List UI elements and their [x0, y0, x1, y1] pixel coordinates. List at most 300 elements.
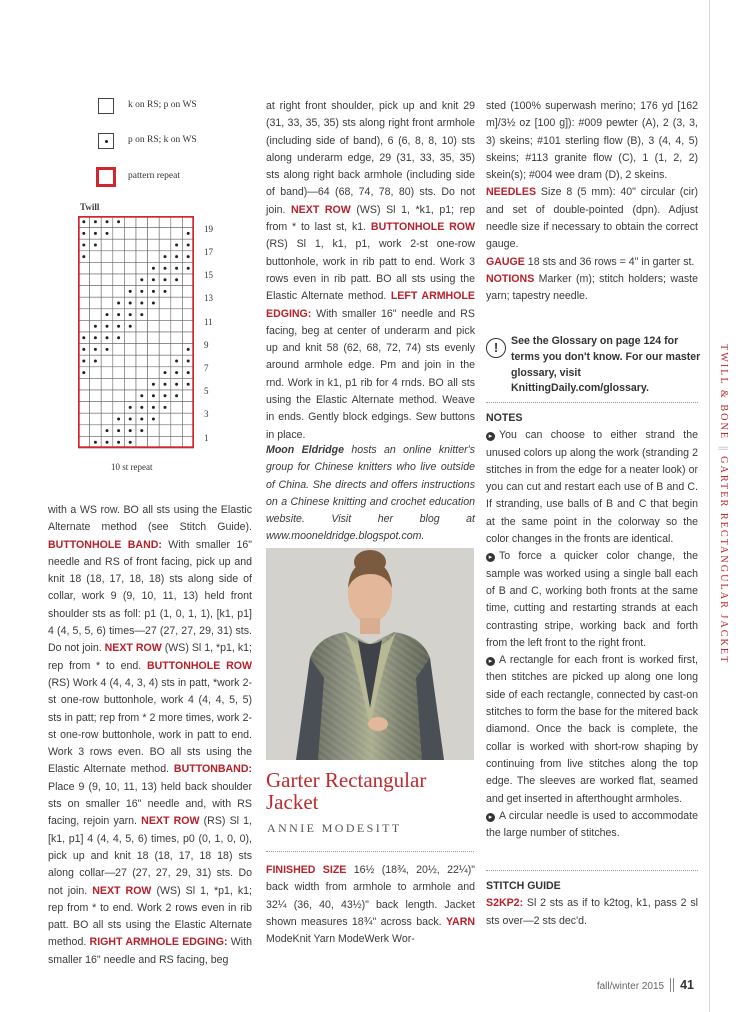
chart-cell	[136, 436, 148, 448]
row-number: 11	[204, 316, 213, 327]
chart-cell	[159, 297, 171, 309]
chart-cell	[182, 390, 194, 402]
purl-dot	[94, 360, 97, 363]
bullet-icon: ▸	[486, 553, 495, 562]
purl-dot	[175, 255, 178, 258]
twill-chart	[78, 216, 194, 456]
pattern-specs	[266, 862, 475, 948]
run-heading: RIGHT ARMHOLE EDGING:	[89, 936, 228, 949]
legend-label: k on RS; p on WS	[128, 100, 197, 110]
purl-dot	[140, 406, 143, 409]
chart-cell	[113, 367, 125, 379]
row-number: 1	[204, 432, 209, 443]
run-heading: NEEDLES	[486, 186, 537, 199]
run-heading: BUTTONHOLE ROW	[146, 659, 253, 672]
chart-cell	[101, 390, 113, 402]
chart-cell	[101, 355, 113, 367]
chart-cell	[171, 332, 183, 344]
chart-title: Twill	[80, 202, 100, 212]
chart-cell	[159, 228, 171, 240]
note-item	[486, 652, 698, 808]
purl-dot	[187, 244, 190, 247]
purl-dot	[106, 325, 109, 328]
chart-cell	[171, 286, 183, 298]
model-illustration	[266, 548, 474, 760]
chart-cell	[159, 320, 171, 332]
purl-dot	[152, 394, 155, 397]
run-text: (RS) Sl 1, k1, p1, work 2-st one-row buttonhole, work in rib patt to end. Work 3 rows even in rib patt. BO all sts using the Elastic Alternate method.	[266, 238, 475, 303]
run-text: (RS) Sl 1, [k1, p1] 4 (4, 4, 5, 6) times, p0 (0, 1, 0, 0), pick up and knit 18 (18, 17, 18 18) sts along collar—27 (27, 27, 29, 31) sts. Do not join.	[48, 815, 252, 897]
purl-dot	[129, 441, 132, 444]
chart-cell	[182, 320, 194, 332]
bio-paragraph	[266, 442, 475, 546]
purl-dot	[140, 290, 143, 293]
chart-cell	[182, 274, 194, 286]
purl-dot	[94, 441, 97, 444]
chart-cell	[124, 216, 136, 228]
run-text: sted (100% superwash merino; 176 yd [162 m]/3½ oz [100 g]): #009 pewter (A), 2 (3, 3, 3) skeins; #101 sterling flow (B), 3 (4, 4, 5) skeins; #113 granite flow (C), 1 (1, 2, 2) skein(s); #004 wee dram (D), 2 skeins.	[486, 100, 698, 182]
notes-list	[486, 427, 698, 842]
materials-column	[486, 98, 698, 306]
purl-dot	[82, 371, 85, 374]
chart-cell	[171, 320, 183, 332]
bio-name: Moon Eldridge	[266, 444, 344, 456]
chart-cell	[159, 425, 171, 437]
purl-dot	[94, 232, 97, 235]
purl-dot	[106, 313, 109, 316]
bullet-icon: ▸	[486, 432, 495, 441]
run-text: 16½ (18¾, 20½, 22¼)" back width from armhole to armhole and 32¼ (36, 40, 43½)" back length. Jacket shown measures 18¾" across back.	[266, 864, 475, 928]
purl-dot	[164, 267, 167, 270]
chart-cell	[182, 332, 194, 344]
purl-dot	[94, 220, 97, 223]
purl-dot	[106, 336, 109, 339]
purl-dot	[106, 220, 109, 223]
purl-dot	[129, 290, 132, 293]
chart-cell	[182, 413, 194, 425]
chart-cell	[136, 355, 148, 367]
chart-cell	[171, 402, 183, 414]
chart-cell	[90, 251, 102, 263]
chart-cell	[148, 344, 160, 356]
chart-cell	[159, 239, 171, 251]
stitch-term: S2KP2:	[486, 897, 524, 910]
chart-cell	[124, 390, 136, 402]
chart-cell	[136, 251, 148, 263]
purl-dot	[140, 313, 143, 316]
paragraphs	[266, 862, 475, 948]
legend-label: p on RS; k on WS	[128, 135, 197, 145]
row-number: 15	[204, 270, 213, 281]
purl-dot	[82, 232, 85, 235]
chart-cell	[90, 390, 102, 402]
run-text: With smaller 16" needle and RS facing, beg	[48, 936, 252, 966]
run-text: (RS) Work 4 (4, 4, 3, 4) sts in patt, *work 2-st one-row buttonhole, work 4 (4, 4, 5, 5) sts in patt; rep from * 2 more times, work 2-st one-row buttonhole, work in patt to end. Work 3 rows even. BO all sts using the Elastic Alternate method.	[48, 676, 252, 776]
row-number: 3	[204, 409, 209, 420]
run-text: ModeKnit Yarn ModeWerk Wor-	[266, 933, 415, 946]
purl-dot	[82, 244, 85, 247]
stitch-guide-item	[486, 895, 698, 930]
chart-cell	[136, 239, 148, 251]
paragraph	[266, 98, 475, 444]
chart-cell	[78, 378, 90, 390]
chart-cell	[171, 344, 183, 356]
stitch-definition: Sl 2 sts as if to k2tog, k1, pass 2 sl sts over—2 sts dec'd.	[486, 897, 698, 927]
notes-section	[486, 410, 698, 842]
chart-cell	[113, 286, 125, 298]
chart-cell	[182, 309, 194, 321]
purl-dot	[94, 244, 97, 247]
row-number: 13	[204, 293, 213, 304]
purl-dot	[82, 348, 85, 351]
run-heading: NEXT ROW	[141, 815, 200, 828]
purl-dot	[164, 371, 167, 374]
note-item	[486, 427, 698, 548]
chart-cell	[182, 297, 194, 309]
legend-item	[98, 133, 258, 151]
note-text: A rectangle for each front is worked first, then stitches are picked up along one long side of each rectangle, connected by cast-on stitches to form the base for the mitered back diamond. Once the back is complete, the collar is worked with short-row shaping by continuing from live stitches along the top edge. The sleeves are worked flat, seamed and get inserted in afterthought armholes.	[486, 654, 698, 805]
sidebar-label	[718, 344, 729, 664]
chart-cell	[171, 297, 183, 309]
chart-cell	[78, 390, 90, 402]
chart-cell	[182, 286, 194, 298]
designer-bio	[266, 442, 475, 546]
chart-cell	[171, 228, 183, 240]
purl-dot	[129, 302, 132, 305]
chart-cell	[101, 239, 113, 251]
chart-cell	[148, 332, 160, 344]
purl-dot	[164, 383, 167, 386]
callout-text: See the Glossary on page 124 for terms you don't know. For our master glossary, visit KnittingDaily.com/glossary.	[511, 335, 701, 395]
chart-cell	[101, 367, 113, 379]
run-text: Size 8 (5 mm): 40" circular (cir) and set of double-pointed (dpn). Adjust needle size if necessary to obtain the correct gauge.	[486, 186, 698, 251]
chart-cell	[159, 216, 171, 228]
paragraphs	[266, 98, 475, 444]
chart-cell	[78, 274, 90, 286]
chart-cell	[113, 355, 125, 367]
run-text: Place 9 (9, 10, 11, 13) held back shoulder sts on smaller 16" needle and, with RS facing, rejoin yarn.	[48, 780, 252, 828]
page-footer	[597, 978, 694, 992]
chart-cell	[101, 402, 113, 414]
section-sidebar	[707, 344, 731, 694]
chart-cell	[90, 262, 102, 274]
row-number: 19	[204, 223, 213, 234]
purl-dot	[164, 394, 167, 397]
chart-cell	[136, 367, 148, 379]
paragraph	[266, 862, 475, 948]
chart-cell	[124, 344, 136, 356]
purl-dot	[140, 278, 143, 281]
purl-dot	[187, 255, 190, 258]
run-heading: NEXT ROW	[291, 203, 351, 216]
chart-cell	[90, 413, 102, 425]
chart-cell	[101, 413, 113, 425]
purl-dot	[129, 418, 132, 421]
purl-dot	[117, 418, 120, 421]
note-text: You can choose to either strand the unused colors up along the work (stranding 2 stitches in from the edge for a neater look) or you can cut and restart each use of B and C. If stranding, use balls of B and C that begin at the same point in the colorway so the color changes in the fronts are identical.	[486, 429, 698, 546]
chart-cell	[90, 367, 102, 379]
chart-cell	[90, 297, 102, 309]
notes-heading: NOTES	[486, 412, 523, 424]
run-heading: BUTTONBAND:	[173, 763, 252, 776]
chart-cell	[171, 216, 183, 228]
purl-dot	[106, 429, 109, 432]
issue-label: fall/winter 2015	[596, 981, 665, 992]
purl-dot	[152, 383, 155, 386]
chart-cell	[124, 262, 136, 274]
chart-cell	[148, 367, 160, 379]
paragraphs	[486, 98, 698, 306]
chart-cell	[159, 332, 171, 344]
purl-dot	[152, 267, 155, 270]
purl-dot	[117, 441, 120, 444]
run-heading: NEXT ROW	[104, 642, 162, 655]
chart-cell	[90, 274, 102, 286]
title-line-1: Garter Rectangular	[266, 768, 427, 792]
chart-cell	[101, 286, 113, 298]
chart-cell	[136, 344, 148, 356]
chart-cell	[148, 355, 160, 367]
chart-cell	[113, 251, 125, 263]
chart-cell	[113, 274, 125, 286]
purl-dot	[187, 371, 190, 374]
purl-dot	[152, 278, 155, 281]
purl-dot	[117, 220, 120, 223]
purl-dot	[117, 429, 120, 432]
purl-dot	[152, 290, 155, 293]
note-text: To force a quicker color change, the sample was worked using a single ball each of B and C, working both fronts at the same time, cutting and restarting strands at each contrasting stripe, working back and forth from the left front to the right front.	[486, 550, 698, 649]
purl-dot	[129, 325, 132, 328]
run-heading: NOTIONS	[486, 272, 535, 285]
instructions-column-2	[266, 98, 475, 444]
purl-dot	[82, 220, 85, 223]
chart-cell	[78, 425, 90, 437]
paragraph	[486, 184, 698, 253]
purl-dot	[175, 278, 178, 281]
purl-dot	[187, 348, 190, 351]
purl-dot	[175, 267, 178, 270]
purl-dot	[140, 429, 143, 432]
run-heading: GAUGE	[486, 255, 525, 268]
paragraph	[48, 502, 252, 969]
run-heading: NEXT ROW	[92, 884, 152, 897]
stitch-guide	[486, 878, 698, 930]
sidebar-article: GARTER RECTANGULAR JACKET	[718, 456, 729, 665]
chart-cell	[101, 251, 113, 263]
purl-dot	[94, 336, 97, 339]
chart-cell	[148, 320, 160, 332]
row-number: 5	[204, 386, 209, 397]
sidebar-section: TWILL & BONE	[718, 344, 729, 441]
chart-cell	[182, 402, 194, 414]
pattern-repeat-icon	[96, 167, 116, 187]
purl-dot	[164, 290, 167, 293]
purl-dot	[175, 394, 178, 397]
chart-cell	[78, 286, 90, 298]
purl-dot	[117, 313, 120, 316]
chart-cell	[171, 436, 183, 448]
chart-cell	[124, 367, 136, 379]
purl-dot	[106, 232, 109, 235]
purl-dot	[106, 348, 109, 351]
run-text: (WS) Sl 1, *k1, p1; rep from * to last st, k1.	[266, 203, 475, 234]
purl-dot	[152, 406, 155, 409]
run-heading: LEFT ARMHOLE EDGING:	[266, 290, 475, 320]
chart-cell	[124, 274, 136, 286]
chart-cell	[124, 355, 136, 367]
paragraph	[486, 98, 698, 184]
purl-dot	[94, 325, 97, 328]
row-number: 9	[204, 339, 209, 350]
chart-cell	[113, 402, 125, 414]
chart-cell	[148, 239, 160, 251]
run-text: at right front shoulder, pick up and knit 29 (31, 33, 35, 35) sts along right front armhole (including side of band), 6 (6, 8, 8, 10) sts along underarm edge, 29 (31, 33, 35, 35) sts along right back armhole (including side of band)—64 (68, 74, 78, 80) sts. Do not join.	[266, 100, 475, 216]
stitch-guide-heading: STITCH GUIDE	[486, 880, 561, 892]
chart-cell	[101, 274, 113, 286]
knit-square-icon	[98, 98, 114, 114]
note-item	[486, 548, 698, 652]
purl-dot	[140, 418, 143, 421]
pattern-title	[266, 769, 476, 813]
purl-dot	[106, 441, 109, 444]
purl-dot	[187, 383, 190, 386]
chart-cell	[113, 344, 125, 356]
chart-cell	[113, 228, 125, 240]
legend-item	[98, 98, 258, 116]
chart-cell	[101, 262, 113, 274]
run-text: With smaller 16" needle and RS of front facing, pick up and knit 18 (18, 17, 18, 18) sts along side of collar, work 9 (9, 10, 11, 13) held front shoulder sts as foll: p1 (1, 0, 1, 1), [k1, p1] 4 (4, 5, 5, 6) times—27 (27, 27, 29, 31) sts. Do not join.	[48, 538, 252, 655]
purl-dot	[152, 418, 155, 421]
divider	[486, 402, 698, 403]
title-line-2: Jacket	[266, 790, 319, 814]
exclamation-icon: !	[486, 338, 506, 358]
purl-dot	[175, 383, 178, 386]
chart-cell	[113, 262, 125, 274]
chart-cell	[78, 309, 90, 321]
footer-separator	[670, 978, 674, 992]
run-text: (WS) Sl 1, *p1, k1; rep from * to end.	[48, 642, 252, 672]
chart-cell	[101, 297, 113, 309]
chart-cell	[113, 390, 125, 402]
chart-cell	[148, 309, 160, 321]
purl-dot	[187, 360, 190, 363]
purl-dot	[82, 336, 85, 339]
purl-dot	[117, 336, 120, 339]
purl-dot	[164, 255, 167, 258]
purl-dot	[187, 232, 190, 235]
note-text: A circular needle is used to accommodate the large number of stitches.	[486, 809, 698, 840]
chart-cell	[136, 378, 148, 390]
jacket-photo	[266, 548, 474, 760]
chart-cell	[136, 332, 148, 344]
paragraphs	[48, 502, 252, 969]
row-number: 17	[204, 247, 213, 257]
legend-item	[98, 169, 258, 187]
purl-dot	[175, 244, 178, 247]
purl-dot	[140, 302, 143, 305]
chart-cell	[124, 251, 136, 263]
chart-cell	[124, 228, 136, 240]
chart-cell	[136, 216, 148, 228]
chart-cell	[78, 320, 90, 332]
chart-cell	[148, 251, 160, 263]
chart-cell	[90, 309, 102, 321]
chart-cell	[159, 436, 171, 448]
author-name: ANNIE MODESITT	[267, 821, 402, 835]
run-heading: BUTTONHOLE ROW	[370, 221, 476, 234]
bio-text: hosts an online knitter's group for Chinese knitters who live outside of China. She directs and offers instructions on a Chinese knitting and crochet education website. Visit her blog at www.mooneldridge.blogspot.com.	[266, 444, 475, 543]
purl-dot	[175, 371, 178, 374]
chart-cell	[78, 436, 90, 448]
chart-cell	[148, 228, 160, 240]
row-number: 7	[204, 363, 209, 373]
run-text: (WS) Sl 1, *p1, k1; rep from * to end. Work 2 rows even in rib patt. BO all sts using the Elastic Alternate method.	[48, 884, 252, 949]
instructions-column-1	[48, 502, 252, 969]
bullet-icon: ▸	[486, 657, 495, 666]
run-heading: BUTTONHOLE BAND:	[48, 538, 162, 551]
chart-cell	[159, 344, 171, 356]
run-heading: YARN	[445, 915, 475, 928]
run-text: With smaller 16" needle and RS facing, beg at center of underarm and pick up and knit 58 (62, 68, 72, 74) sts evenly around armhole edge. Pm and join in the rnd. Work in k1, p1 rib for 4 rnds. BO all sts using the Elastic Alternate method. Weave in ends. Gently block edgings. Sew buttons in place.	[266, 307, 475, 441]
purl-dot	[94, 348, 97, 351]
bullet-icon: ▸	[486, 813, 495, 822]
chart-cell	[78, 402, 90, 414]
sidebar-separator: ||	[718, 446, 729, 451]
chart-cell	[136, 228, 148, 240]
chart-cell	[101, 378, 113, 390]
purl-dot	[129, 406, 132, 409]
repeat-label: 10 st repeat	[111, 462, 153, 472]
chart-cell	[148, 216, 160, 228]
purl-square-icon	[98, 133, 114, 149]
chart-cell	[136, 262, 148, 274]
chart-cell	[113, 378, 125, 390]
purl-dot	[164, 278, 167, 281]
purl-dot	[187, 267, 190, 270]
chart-cell	[90, 402, 102, 414]
chart-cell	[90, 425, 102, 437]
chart-cell	[171, 309, 183, 321]
purl-dot	[152, 302, 155, 305]
chart-cell	[159, 355, 171, 367]
run-heading: FINISHED SIZE	[266, 864, 347, 876]
divider	[486, 870, 698, 871]
chart-cell	[148, 425, 160, 437]
note-item	[486, 808, 698, 843]
run-text: Marker (m); stitch holders; waste yarn; tapestry needle.	[486, 272, 698, 303]
chart-cell	[124, 378, 136, 390]
chart-cell	[136, 320, 148, 332]
purl-dot	[129, 429, 132, 432]
purl-dot	[82, 360, 85, 363]
divider	[266, 851, 474, 852]
chart-cell	[124, 239, 136, 251]
chart-cell	[171, 425, 183, 437]
page-number: 41	[680, 978, 694, 992]
purl-dot	[140, 394, 143, 397]
chart-cell	[124, 332, 136, 344]
paragraph	[486, 254, 698, 271]
chart-cell	[113, 239, 125, 251]
chart-cell	[182, 425, 194, 437]
chart-cell	[159, 309, 171, 321]
purl-dot	[175, 360, 178, 363]
paragraph	[486, 271, 698, 306]
run-text: with a WS row. BO all sts using the Elastic Alternate method (see Stitch Guide).	[48, 504, 252, 534]
purl-dot	[82, 255, 85, 258]
legend-label: pattern repeat	[128, 171, 180, 181]
purl-dot	[129, 313, 132, 316]
